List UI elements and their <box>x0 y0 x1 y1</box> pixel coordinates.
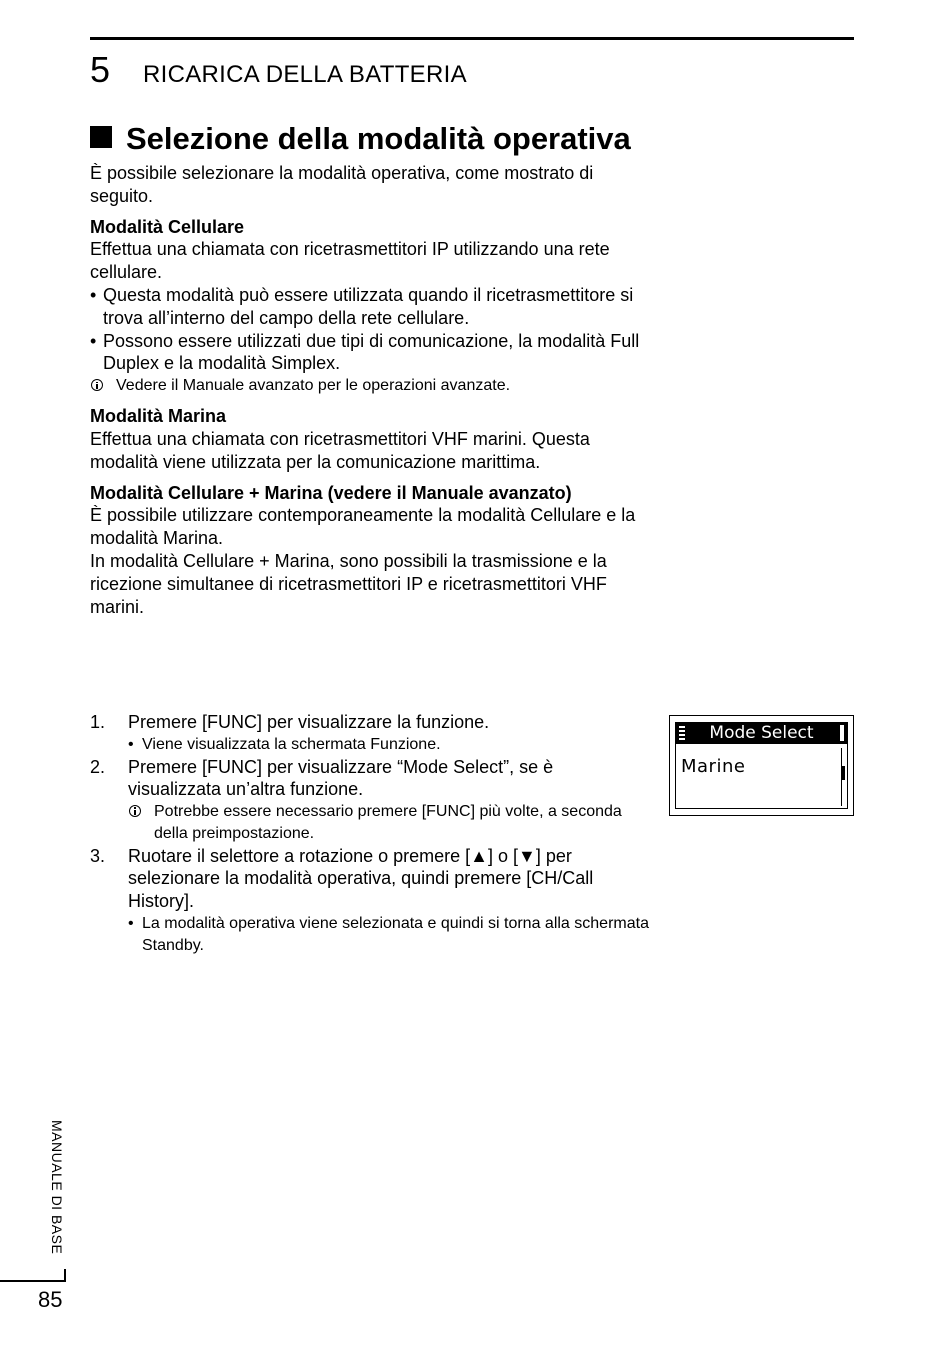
main-body <box>90 162 650 618</box>
lcd-title-bar <box>676 722 847 744</box>
lcd-scroll-thumb <box>841 766 845 780</box>
cellulare-text: Effettua una chiamata con ricetrasmettitori IP utilizzando una rete cellulare. <box>90 239 610 283</box>
step-text: Ruotare il selettore a rotazione o premere [▲] o [▼] per selezionare la modalità operativa, quindi premere [CH/Call History]. <box>128 845 594 911</box>
steps-list <box>90 711 650 957</box>
step-note <box>128 801 650 845</box>
lcd-scrollbar <box>841 748 845 806</box>
step-number: 3. <box>90 845 106 866</box>
cellulare-heading: Modalità Cellulare <box>90 216 245 237</box>
cellulare-note-text: Vedere il Manuale avanzato per le operazioni avanzate. <box>116 377 511 395</box>
step-item <box>90 845 650 957</box>
step-bullet: • Viene visualizzata la schermata Funzione. <box>128 734 650 756</box>
marina-heading: Modalità Marina <box>90 406 227 427</box>
cellulare-bullet: • Questa modalità può essere utilizzata quando il ricetrasmettitore si trova all’interno del campo della rete cellulare. <box>90 284 650 330</box>
cell-marina-heading: Modalità Cellulare + Marina (vedere il Manuale avanzato) <box>90 482 572 503</box>
lcd-display <box>675 722 848 809</box>
info-icon <box>129 805 141 817</box>
cellulare-bullet: • Possono essere utilizzati due tipi di comunicazione, la modalità Full Duplex e la modalità Simplex. <box>90 330 650 376</box>
step-number: 2. <box>90 756 106 777</box>
lcd-screen <box>669 715 854 816</box>
header-rule <box>90 37 854 40</box>
lcd-selected-mode: Marine <box>681 756 746 777</box>
square-bullet-icon <box>90 126 112 148</box>
scroll-indicator-icon <box>840 725 844 741</box>
info-icon <box>91 379 103 391</box>
chapter-number: 5 <box>90 49 111 90</box>
cell-marina-text: È possibile utilizzare contemporaneamente la modalità Cellulare e la modalità Marina. <box>90 505 636 549</box>
step-text: Premere [FUNC] per visualizzare la funzione. <box>128 712 490 732</box>
side-label-text: MANUALE DI BASE <box>49 1120 65 1255</box>
step-item <box>90 756 650 845</box>
step-note-text: Potrebbe essere necessario premere [FUNC] più volte, a seconda della preimpostazione. <box>154 802 622 842</box>
step-item <box>90 711 650 756</box>
menu-lines-icon <box>679 726 685 740</box>
side-label <box>46 1120 68 1266</box>
lcd-title: Mode Select <box>709 723 814 743</box>
section-intro: È possibile selezionare la modalità operativa, come mostrato di seguito. <box>90 163 594 206</box>
section-title-text: Selezione della modalità operativa <box>126 121 631 156</box>
cellulare-note <box>90 375 650 397</box>
page-number: 85 <box>38 1287 63 1312</box>
footer-rule <box>0 1280 66 1282</box>
step-text: Premere [FUNC] per visualizzare “Mode Select”, se è visualizzata un’altra funzione. <box>128 756 554 800</box>
section-title <box>90 120 631 158</box>
step-bullet: • La modalità operativa viene selezionata e quindi si torna alla schermata Standby. <box>128 913 650 957</box>
cell-marina-text: In modalità Cellulare + Marina, sono possibili la trasmissione e la ricezione simultanee di ricetrasmettitori IP e ricetrasmettitori VHF marini. <box>90 550 607 617</box>
step-number: 1. <box>90 712 106 732</box>
marina-text: Effettua una chiamata con ricetrasmettitori VHF marini. Questa modalità viene utilizzata per la comunicazione marittima. <box>90 428 590 472</box>
chapter-title: RICARICA DELLA BATTERIA <box>143 61 467 88</box>
